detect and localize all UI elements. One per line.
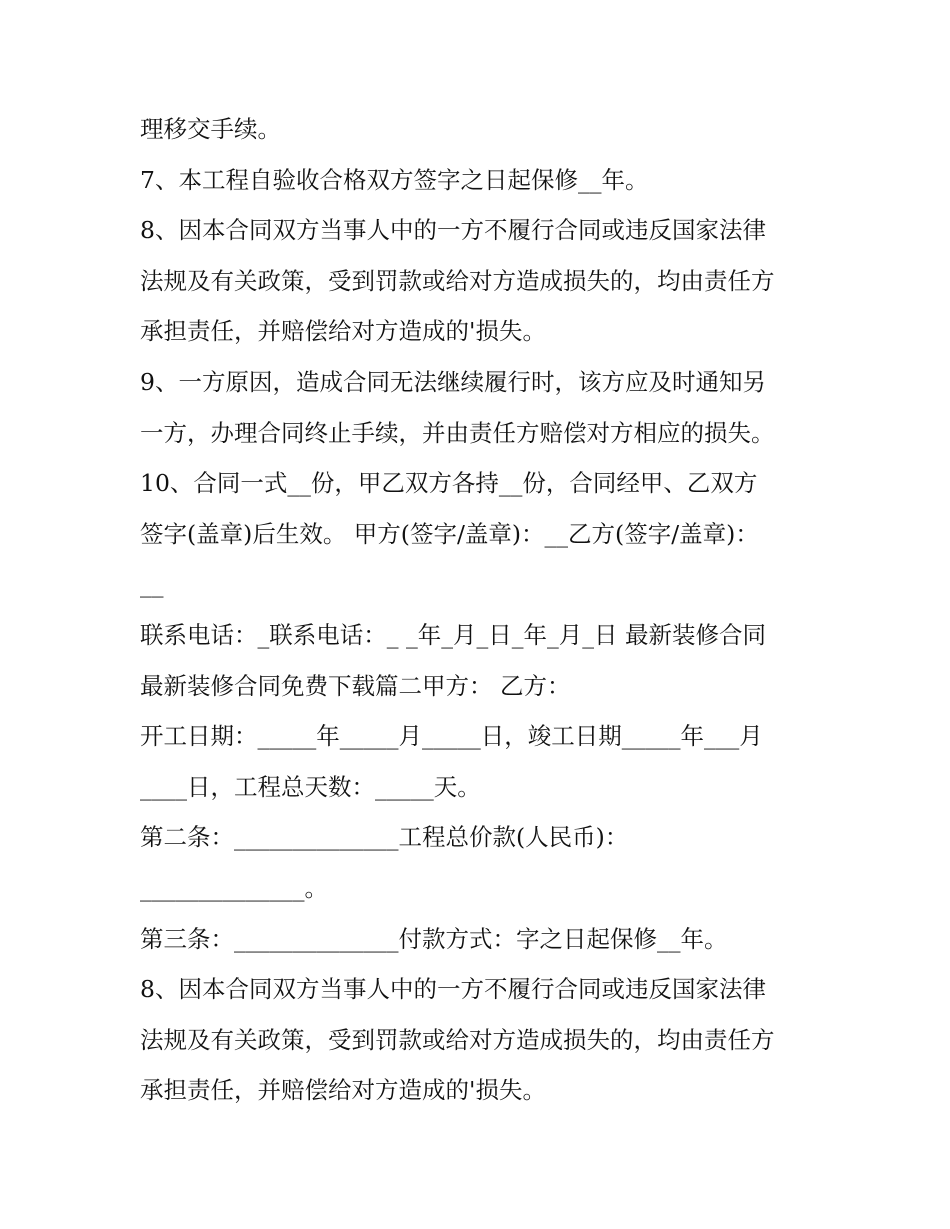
text-line: 理移交手续。 (140, 115, 281, 143)
text-line: __ (140, 570, 164, 599)
text-line: 承担责任，并赔偿给对方造成的'损失。 (140, 317, 546, 346)
text-line: ____日，工程总天数：_____天。 (140, 772, 481, 801)
text-line: 第二条：______________工程总价款(人民币)： (140, 823, 629, 852)
text-line: 一方，办理合同终止手续，并由责任方赔偿对方相应的损失。 (140, 418, 775, 447)
text-line: 签字(盖章)后生效。 甲方(签字/盖章)：__乙方(签字/盖章)： (140, 519, 759, 548)
text-line: 8、因本合同双方当事人中的一方不履行合同或违反国家法律 (140, 975, 766, 1004)
text-line: 9、一方原因，造成合同无法继续履行时，该方应及时通知另 (140, 367, 766, 396)
text-line: 开工日期：_____年_____月_____日，竣工日期_____年___月 (140, 722, 763, 751)
contract-text (140, 104, 840, 1116)
text-line: 承担责任，并赔偿给对方造成的'损失。 (140, 1076, 546, 1105)
text-line: 8、因本合同双方当事人中的一方不履行合同或违反国家法律 (140, 216, 766, 245)
text-line: 第三条：______________付款方式：字之日起保修__年。 (140, 924, 728, 953)
text-line: 法规及有关政策，受到罚款或给对方造成损失的，均由责任方 (140, 266, 775, 295)
text-line: ______________。 (140, 873, 328, 902)
text-line: 联系电话：_联系电话：_ _年_月_日_年_月_日 最新装修合同 (140, 620, 766, 649)
text-line: 10、合同一式__份，甲乙双方各持__份，合同经甲、乙双方 (140, 469, 758, 498)
text-line: 法规及有关政策，受到罚款或给对方造成损失的，均由责任方 (140, 1025, 775, 1054)
text-line: 7、本工程自验收合格双方签字之日起保修__年。 (140, 165, 649, 194)
text-line: 最新装修合同免费下载篇二甲方： 乙方： (140, 671, 571, 700)
